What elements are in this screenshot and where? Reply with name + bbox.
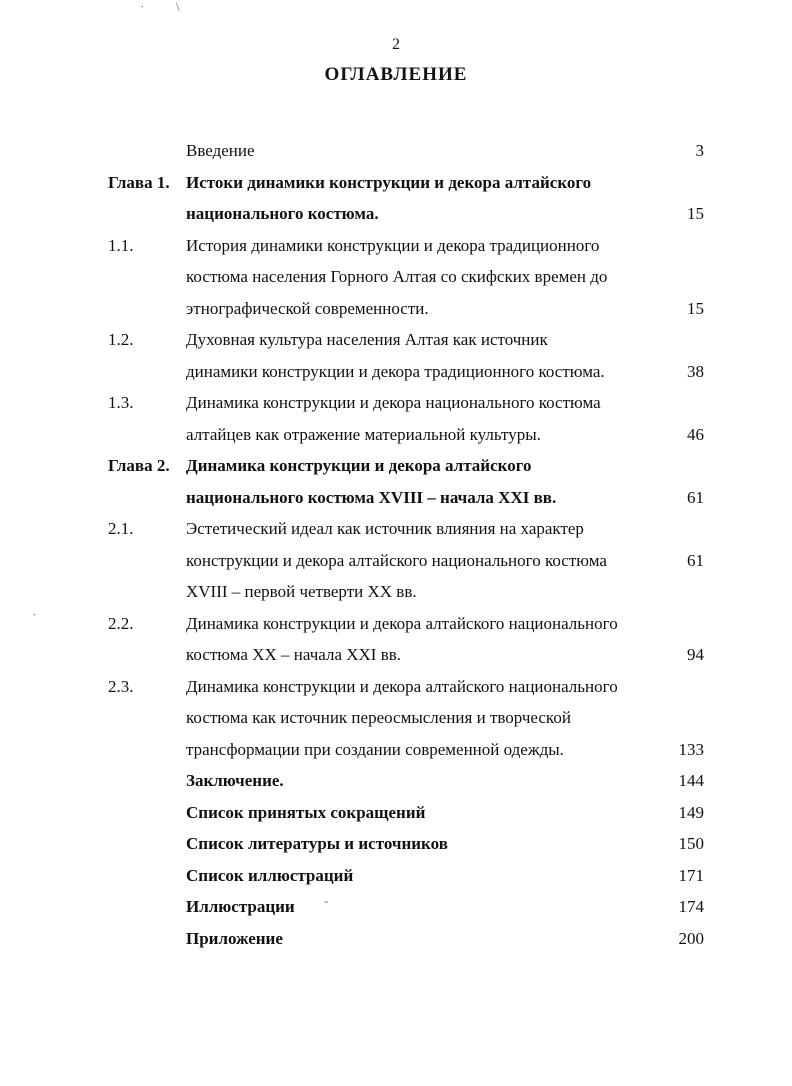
entry-page: 149 — [678, 802, 704, 822]
toc-entry — [108, 923, 704, 955]
entry-lines — [186, 324, 648, 387]
entry-lines — [186, 923, 648, 955]
entry-line: Динамика конструкции и декора алтайского — [186, 456, 532, 475]
entry-line: костюма как источник переосмысления и творческой — [186, 708, 571, 727]
toc-entry — [108, 765, 704, 797]
entry-lines — [186, 797, 648, 829]
entry-lines — [186, 608, 648, 671]
entry-label: Глава 1. — [108, 172, 170, 192]
entry-line: XVIII – первой четверти XX вв. — [186, 582, 417, 601]
toc-entry — [108, 167, 704, 230]
toc-entry — [108, 608, 704, 671]
entry-lines — [186, 167, 648, 230]
toc-entry — [108, 324, 704, 387]
toc-entry — [108, 797, 704, 829]
entry-page: 3 — [695, 141, 704, 160]
entry-line: динамики конструкции и декора традиционного костюма. — [186, 361, 605, 381]
entry-line: национального костюма. — [186, 204, 379, 223]
entry-label: Глава 2. — [108, 456, 170, 475]
page-number: 2 — [392, 36, 400, 53]
entry-line: Духовная культура населения Алтая как источник — [186, 330, 548, 349]
entry-label: 2.3. — [108, 676, 134, 696]
entry-line: Динамика конструкции и декора национального костюма — [186, 393, 601, 412]
entry-page: 15 — [687, 298, 704, 318]
entry-page: 200 — [678, 928, 704, 948]
entry-page: 61 — [687, 550, 704, 570]
entry-line: Истоки динамики конструкции и декора алтайского — [186, 172, 592, 192]
entry-page: 94 — [687, 645, 704, 664]
entry-line: Список иллюстраций — [186, 865, 354, 885]
entry-page: 38 — [687, 361, 704, 381]
entry-lines — [186, 765, 648, 797]
scan-mark-dot-left: · — [32, 607, 37, 622]
entry-lines — [186, 450, 648, 513]
entry-lines — [186, 513, 648, 608]
scan-mark-dash: - — [324, 893, 329, 908]
entry-page: 46 — [687, 424, 704, 444]
toc-entry — [108, 387, 704, 450]
entry-page: 150 — [678, 834, 704, 853]
toc-entry — [108, 860, 704, 892]
toc-entry — [108, 671, 704, 766]
entry-line: трансформации при создании современной одежды. — [186, 739, 564, 759]
entry-lines — [186, 671, 648, 766]
toc-entry — [108, 230, 704, 325]
entry-label: 1.2. — [108, 330, 134, 349]
entry-line: Приложение — [186, 928, 283, 948]
entry-lines — [186, 230, 648, 325]
toc-entry — [108, 135, 704, 167]
toc-entry — [108, 450, 704, 513]
entry-page: 144 — [678, 771, 704, 790]
entry-label: 2.1. — [108, 519, 134, 538]
entry-lines — [186, 860, 648, 892]
toc-entry — [108, 513, 704, 608]
scan-mark-slash-top: \ — [176, 0, 180, 14]
entry-line: Динамика конструкции и декора алтайского национального — [186, 676, 618, 696]
page-title: ОГЛАВЛЕНИЕ — [324, 64, 468, 85]
entry-lines — [186, 891, 648, 923]
entry-label: 1.3. — [108, 393, 134, 412]
entry-line: конструкции и декора алтайского национального костюма — [186, 550, 607, 570]
entry-line: алтайцев как отражение материальной культуры. — [186, 424, 541, 444]
entry-label: 1.1. — [108, 235, 134, 255]
entry-page: 171 — [678, 865, 704, 885]
entry-label: 2.2. — [108, 613, 134, 633]
toc-entry — [108, 891, 704, 923]
entry-lines — [186, 828, 648, 860]
entry-lines — [186, 135, 648, 167]
entry-line: костюма населения Горного Алтая со скифских времен до — [186, 267, 608, 286]
entry-line: История динамики конструкции и декора традиционного — [186, 235, 600, 255]
entry-line: Заключение. — [186, 771, 284, 790]
entry-line: этнографической современности. — [186, 298, 429, 318]
entry-page: 61 — [687, 487, 704, 507]
entry-line: Введение — [186, 141, 255, 160]
entry-line: Список литературы и источников — [186, 834, 448, 853]
entry-page: 15 — [687, 204, 704, 223]
entry-line: Динамика конструкции и декора алтайского национального — [186, 613, 618, 633]
scan-mark-dot-top: · — [140, 0, 145, 14]
entry-page: 174 — [678, 897, 704, 916]
entry-page: 133 — [678, 739, 704, 759]
entry-line: костюма XX – начала XXI вв. — [186, 645, 402, 664]
entry-line: Иллюстрации — [186, 897, 295, 916]
entry-line: Список принятых сокращений — [186, 802, 426, 822]
toc-entry — [108, 828, 704, 860]
entry-line: Эстетический идеал как источник влияния на характер — [186, 519, 584, 538]
entry-lines — [186, 387, 648, 450]
toc-list — [108, 135, 704, 954]
entry-line: национального костюма XVIII – начала XXI вв. — [186, 487, 557, 507]
